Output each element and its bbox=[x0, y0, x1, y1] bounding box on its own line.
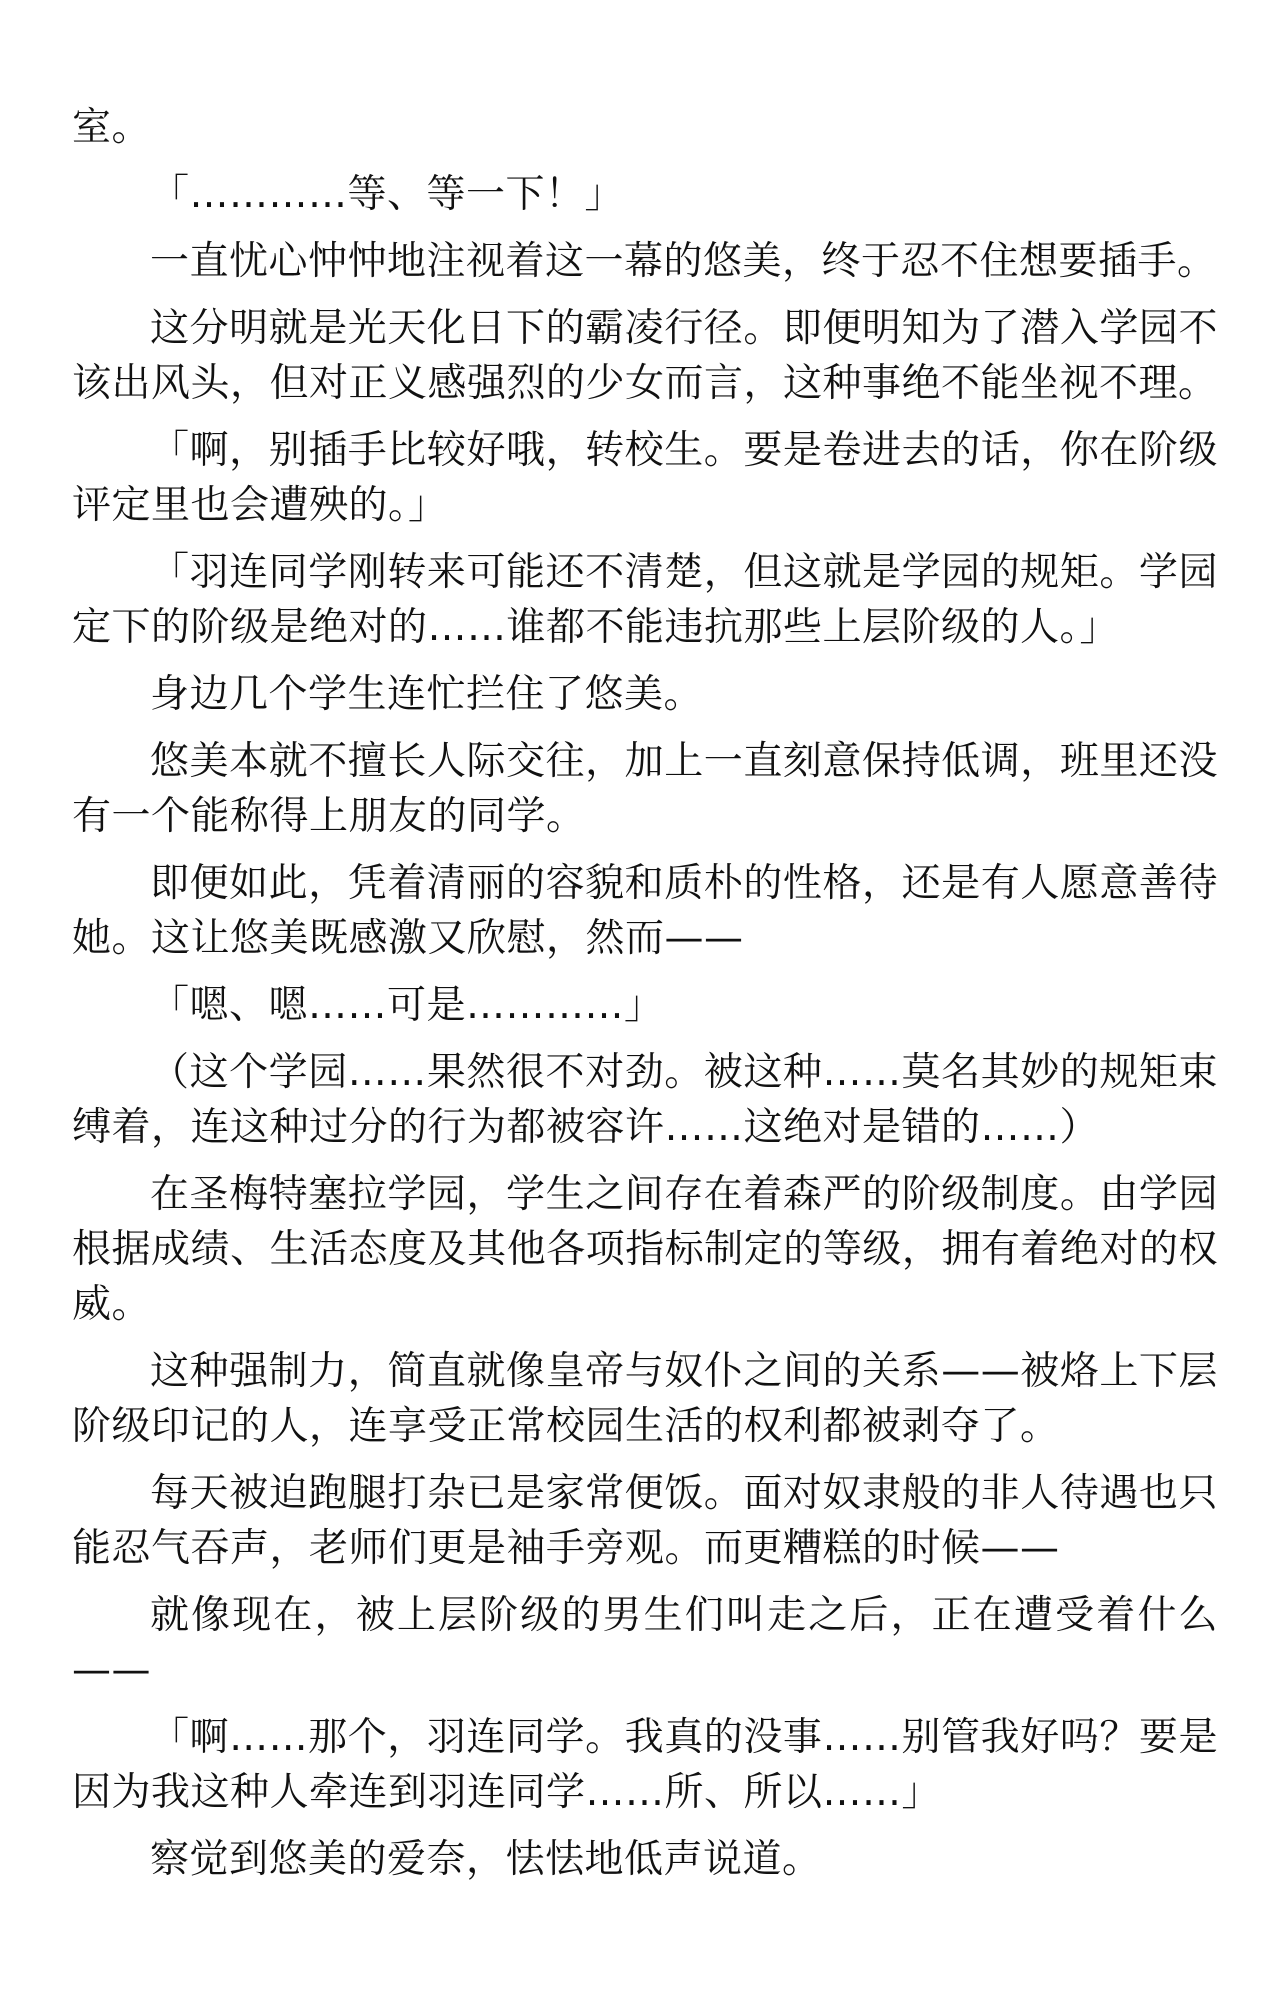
paragraph: 每天被迫跑腿打杂已是家常便饭。面对奴隶般的非人待遇也只能忍气吞声，老师们更是袖手旁观。而更糟糕的时候—— bbox=[72, 1471, 1218, 1571]
paragraph: 「羽连同学刚转来可能还不清楚，但这就是学园的规矩。学园定下的阶级是绝对的……谁都不能违抗那些上层阶级的人。」 bbox=[72, 550, 1218, 650]
paragraph: 在圣梅特塞拉学园，学生之间存在着森严的阶级制度。由学园根据成绩、生活态度及其他各项指标制定的等级，拥有着绝对的权威。 bbox=[72, 1172, 1218, 1327]
paragraph: 室。 bbox=[72, 105, 152, 150]
paragraph: 「啊……那个，羽连同学。我真的没事……别管我好吗？要是因为我这种人牵连到羽连同学……所、所以……」 bbox=[72, 1715, 1218, 1815]
paragraph: 「嗯、嗯……可是…………」 bbox=[150, 983, 664, 1028]
paragraph: 一直忧心忡忡地注视着这一幕的悠美，终于忍不住想要插手。 bbox=[150, 239, 1217, 284]
paragraph: 「…………等、等一下！」 bbox=[150, 172, 625, 217]
paragraph: 就像现在，被上层阶级的男生们叫走之后，正在遭受着什么—— bbox=[72, 1593, 1218, 1693]
paragraph: 身边几个学生连忙拦住了悠美。 bbox=[150, 672, 704, 717]
paragraph: （这个学园……果然很不对劲。被这种……莫名其妙的规矩束缚着，连这种过分的行为都被容许……这绝对是错的……） bbox=[72, 1050, 1218, 1150]
paragraph: 察觉到悠美的爱奈，怯怯地低声说道。 bbox=[150, 1837, 822, 1882]
paragraph: 这分明就是光天化日下的霸凌行径。即便明知为了潜入学园不该出风头，但对正义感强烈的少女而言，这种事绝不能坐视不理。 bbox=[72, 306, 1218, 406]
paragraph: 「啊，别插手比较好哦，转校生。要是卷进去的话，你在阶级评定里也会遭殃的。」 bbox=[72, 428, 1218, 528]
document-page bbox=[72, 100, 1218, 1899]
paragraph: 悠美本就不擅长人际交往，加上一直刻意保持低调，班里还没有一个能称得上朋友的同学。 bbox=[72, 739, 1218, 839]
paragraph: 这种强制力，简直就像皇帝与奴仆之间的关系——被烙上下层阶级印记的人，连享受正常校园生活的权利都被剥夺了。 bbox=[72, 1349, 1218, 1449]
paragraph: 即便如此，凭着清丽的容貌和质朴的性格，还是有人愿意善待她。这让悠美既感激又欣慰，然而—— bbox=[72, 861, 1218, 961]
